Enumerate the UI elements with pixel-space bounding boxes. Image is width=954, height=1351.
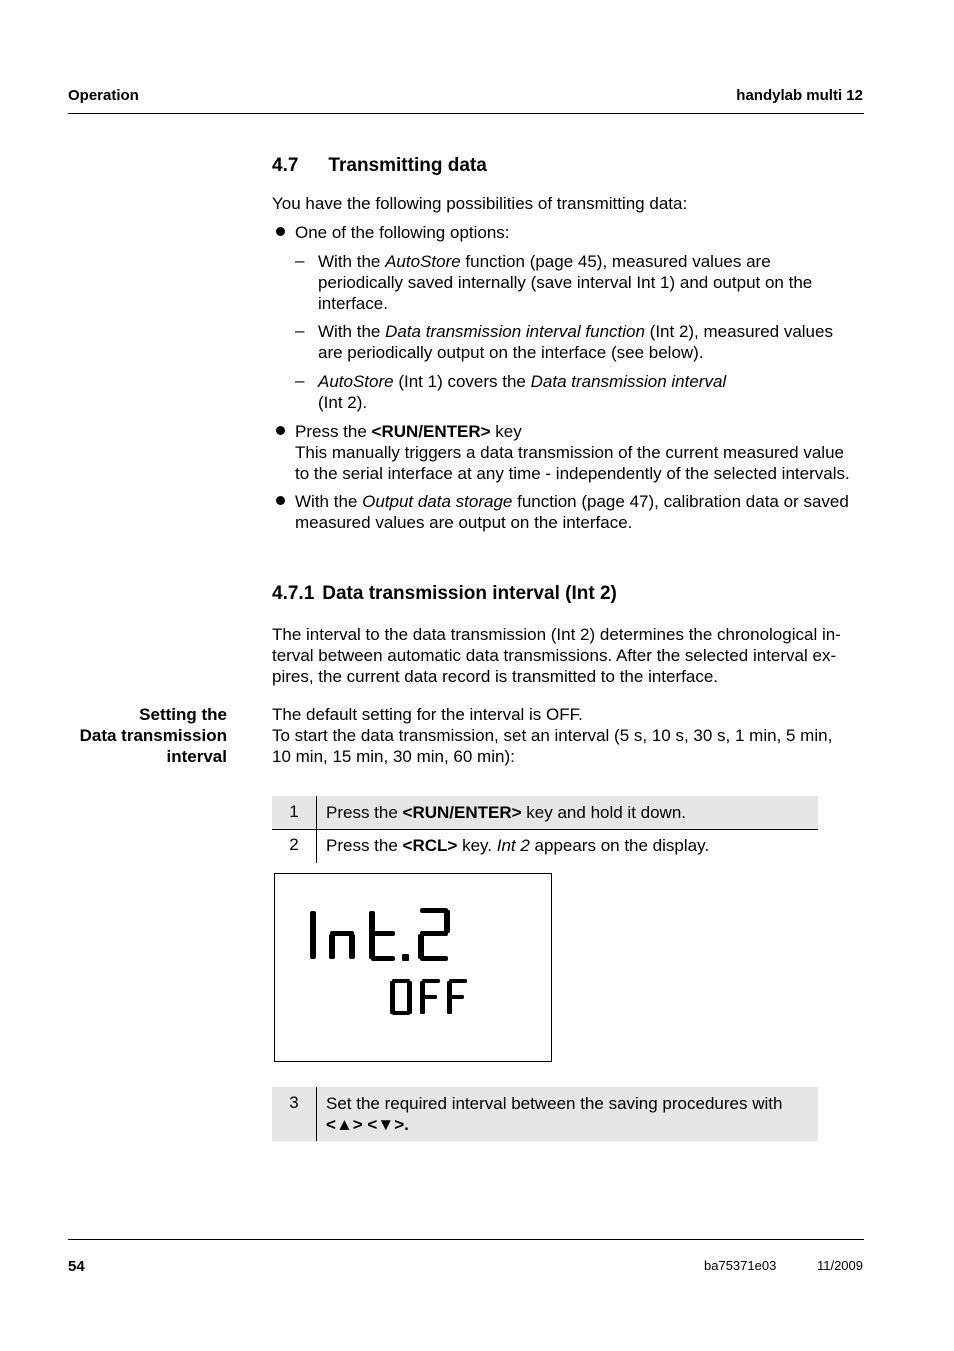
step-text: Press the <RUN/ENTER> key and hold it down. bbox=[326, 803, 687, 822]
bullet-icon bbox=[276, 426, 285, 435]
section-title: Transmitting data bbox=[328, 155, 487, 176]
step-row bbox=[272, 830, 818, 863]
sub-item-2: With the Data transmission interval function (Int 2), measured values are periodically output on the interface (see below). bbox=[318, 322, 833, 362]
bullet-1-text: One of the following options: bbox=[295, 223, 510, 242]
step-divider bbox=[316, 1087, 317, 1141]
dash-icon: – bbox=[295, 251, 305, 270]
document-number: ba75371e03 bbox=[704, 1258, 777, 1273]
intro-text: You have the following possibilities of transmitting data: bbox=[272, 194, 688, 213]
step-text: Press the <RCL> key. Int 2 appears on the display. bbox=[326, 836, 710, 855]
step-number: 2 bbox=[289, 835, 299, 854]
step-row bbox=[272, 796, 818, 830]
running-header-right: handylab multi 12 bbox=[736, 87, 863, 104]
step-divider bbox=[316, 830, 317, 863]
subsection-heading bbox=[272, 583, 617, 605]
lcd-segment-graphic bbox=[275, 874, 551, 1061]
step-row bbox=[272, 1087, 818, 1141]
bullet-icon bbox=[276, 496, 285, 505]
down-arrow-icon: ▼ bbox=[377, 1115, 395, 1134]
step-number: 3 bbox=[289, 1093, 299, 1112]
running-header-left: Operation bbox=[68, 87, 139, 104]
bullet-3-text: With the Output data storage function (page 47), calibration data or saved measured values are output on the interface. bbox=[295, 492, 849, 532]
dash-icon: – bbox=[295, 321, 305, 340]
page-number: 54 bbox=[68, 1258, 85, 1275]
bullet-icon bbox=[276, 227, 285, 236]
up-arrow-icon: ▲ bbox=[335, 1115, 353, 1134]
header-rule bbox=[68, 113, 864, 114]
section-heading bbox=[272, 155, 487, 177]
footer-rule bbox=[68, 1239, 864, 1240]
subsection-number: 4.7.1 bbox=[272, 583, 315, 604]
step-text: Set the required interval between the saving procedures with <▲> <▼>. bbox=[326, 1094, 783, 1134]
dash-icon: – bbox=[295, 371, 305, 390]
bullet-2-text: Press the <RUN/ENTER> key This manually triggers a data transmission of the current measured value to the serial interface at any time - independently of the selected intervals. bbox=[295, 422, 850, 483]
section-number: 4.7 bbox=[272, 155, 299, 176]
subsection-title: Data transmission interval (Int 2) bbox=[322, 583, 617, 604]
side-heading: Setting the Data transmission interval bbox=[79, 705, 227, 766]
document-date: 11/2009 bbox=[816, 1258, 863, 1273]
sub-item-1: With the AutoStore function (page 45), measured values are periodically saved internally (save interval Int 1) and output on the interface. bbox=[318, 252, 813, 313]
paragraph-interval: The interval to the data transmission (Int 2) determines the chronological in- terval between automatic data transmissions. After the selected interval ex- pires, the current data record is transmitted to the interface. bbox=[272, 625, 841, 686]
step-divider bbox=[316, 796, 317, 829]
paragraph-default-setting: The default setting for the interval is OFF. To start the data transmission, set an interval (5 s, 10 s, 30 s, 1 min, 5 min, 10 min, 15 min, 30 min, 60 min): bbox=[272, 705, 833, 766]
sub-item-3: AutoStore (Int 1) covers the Data transmission interval (Int 2). bbox=[318, 372, 727, 412]
lcd-display bbox=[274, 873, 552, 1062]
step-number: 1 bbox=[289, 802, 299, 821]
